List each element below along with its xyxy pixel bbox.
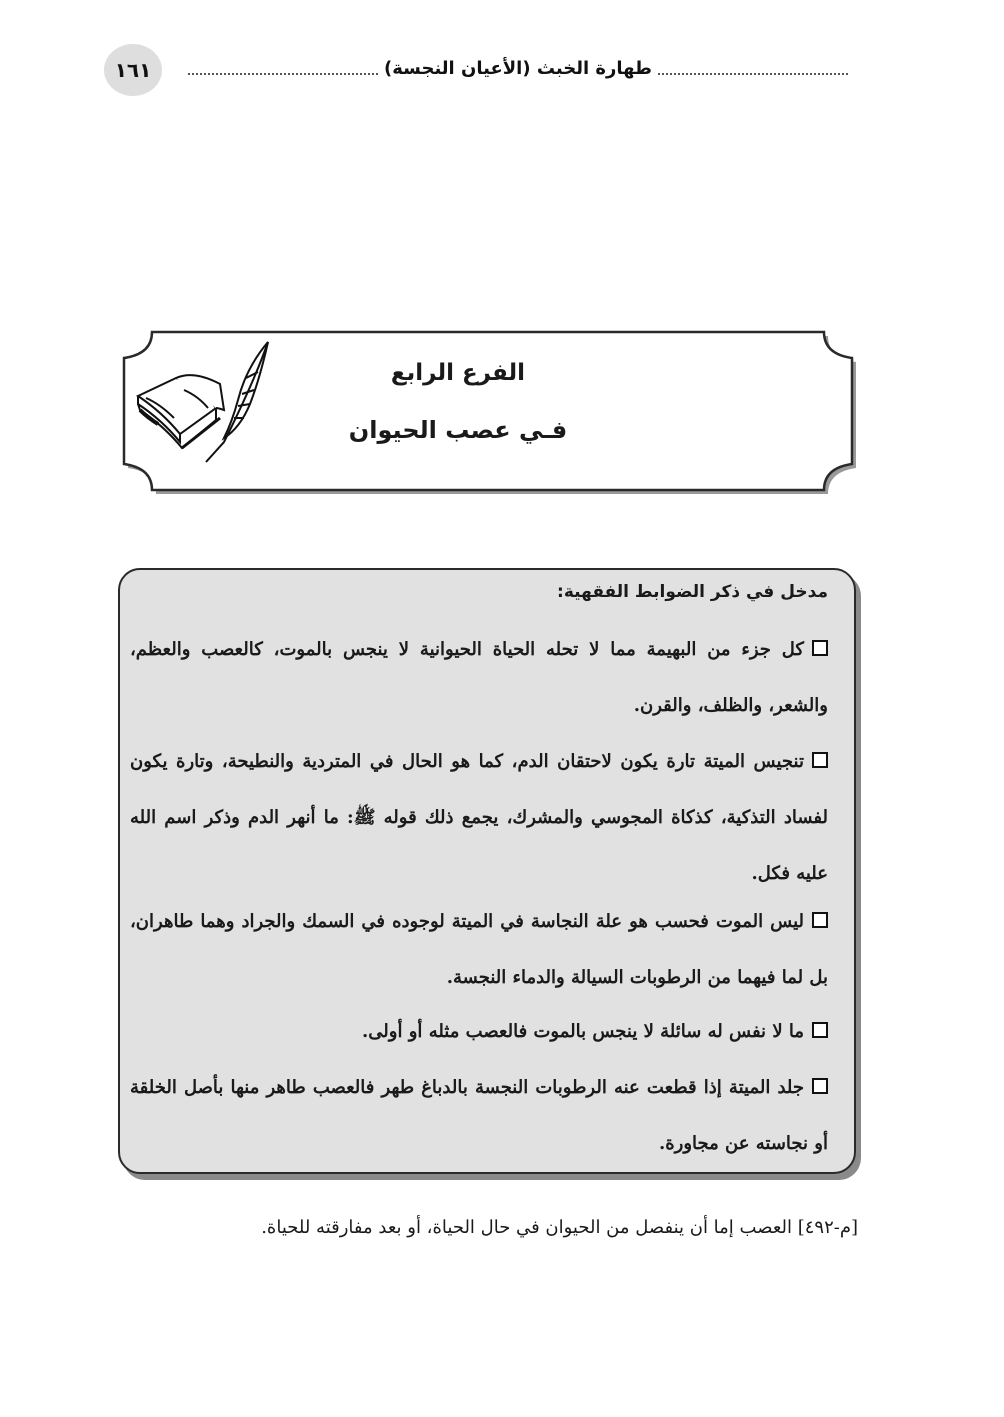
rule-text: ما لا نفس له سائلة لا ينجس بالموت فالعصب مثله أو أولى. (362, 1021, 804, 1042)
checkbox-bullet-icon (812, 1022, 828, 1038)
rule-text: ليس الموت فحسب هو علة النجاسة في الميتة لوجوده في السمك والجراد وهما طاهران، بل لما فيهما من الرطوبات السيالة والدماء النجسة. (130, 911, 828, 988)
body-paragraph: [م-٤٩٢] العصب إما أن ينفصل من الحيوان في حال الحياة، أو بعد مفارقته للحياة. (261, 1217, 858, 1238)
rule-item (130, 1060, 828, 1172)
section-subtitle: فـي عصب الحيوان (348, 416, 568, 444)
rule-item (130, 734, 828, 902)
rule-text: تنجيس الميتة تارة يكون لاحتقان الدم، كما هو الحال في المتردية والنطيحة، وتارة يكون لفساد التذكية، كذكاة المجوسي والمشرك، يجمع ذلك قوله ﷺ: ما أنهر الدم وذكر اسم الله عليه فكل. (130, 751, 828, 884)
checkbox-bullet-icon (812, 752, 828, 768)
rule-item (130, 1004, 828, 1060)
checkbox-bullet-icon (812, 1078, 828, 1094)
page-number: ١٦١ (104, 44, 162, 96)
checkbox-bullet-icon (812, 912, 828, 928)
rule-text: جلد الميتة إذا قطعت عنه الرطوبات النجسة بالدباغ طهر فالعصب طاهر منها بأصل الخلقة أو نجاسته عن مجاورة. (130, 1077, 828, 1154)
rule-item (130, 894, 828, 1006)
page-header (104, 44, 848, 102)
jurisprudential-rules-box (118, 568, 856, 1174)
running-header (188, 58, 848, 79)
section-title-frame (112, 328, 864, 494)
checkbox-bullet-icon (812, 640, 828, 656)
rules-heading: مدخل في ذكر الضوابط الفقهية: (557, 582, 828, 602)
header-dots-right (658, 63, 848, 75)
book-and-quill-icon (128, 338, 278, 466)
section-title: الفرع الرابع (390, 360, 526, 386)
rule-item (130, 622, 828, 734)
running-title: طهارة الخبث (الأعيان النجسة) (384, 58, 652, 79)
rule-text: كل جزء من البهيمة مما لا تحله الحياة الحيوانية لا ينجس بالموت، كالعصب والعظم، والشعر، والظلف، والقرن. (130, 639, 828, 716)
header-dots-left (188, 63, 378, 75)
